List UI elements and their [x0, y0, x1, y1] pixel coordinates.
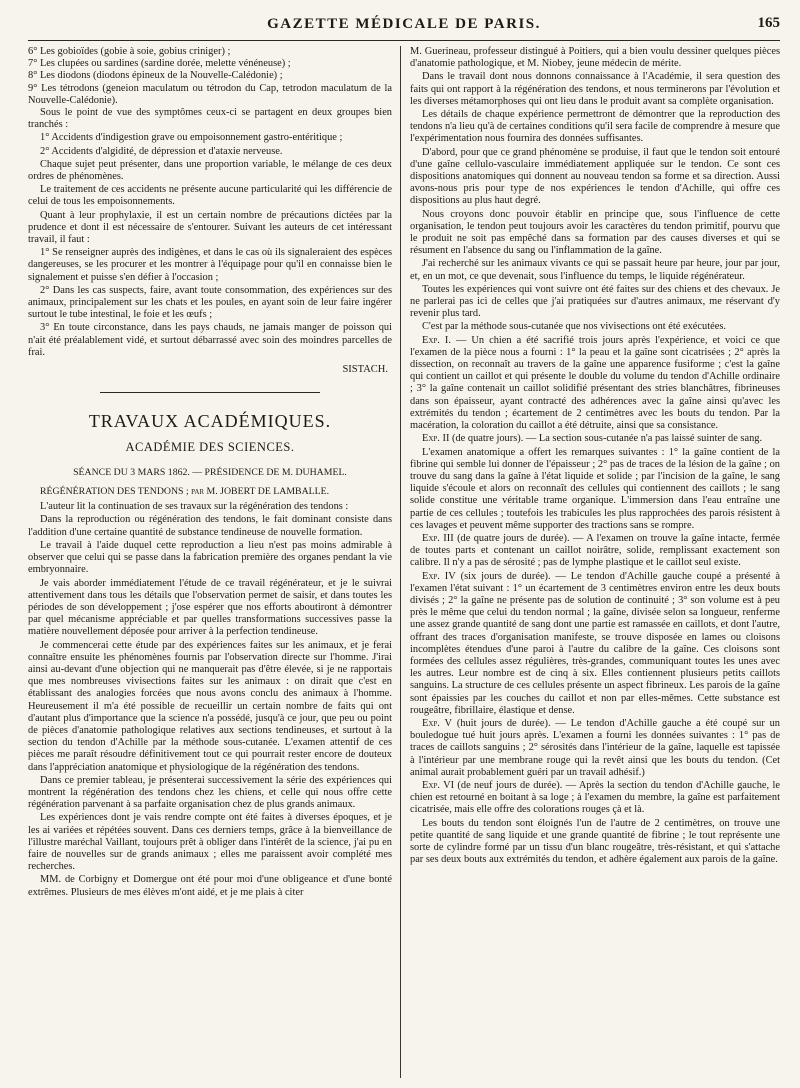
paragraph: 1° Se renseigner auprès des indigènes, et dans le cas où ils signaleraient des espèces dangereuses, se les procurer et les montrer à l'équipage pour qu'il en connaisse bien le signalement et puisse s'en défier à l'occasion ; [28, 247, 392, 283]
paragraph: Chaque sujet peut présenter, dans une proportion variable, le mélange de ces deux ordres de phénomènes. [28, 158, 392, 183]
experiment-label: Exp. I. [422, 334, 451, 346]
page-number: 165 [757, 15, 780, 31]
paragraph: Le traitement de ces accidents ne présente aucune particularité qui les différencie de celui de tous les empoisonnements. [28, 184, 392, 208]
experiment-text: Les bouts du tendon sont éloignés l'un de l'autre de 2 centimètres, on trouve une petite quantité de sang liquide et une grande quantité de fibrine ; le tout représente une sorte de cylindre formé par un tissu d'un blanc rougeâtre, très-résistant, et qui s'attache par ses deux bouts aux extrémités du tendon, et adhère également aux parois de la gaîne. [410, 817, 780, 866]
paragraph: Toutes les expériences qui vont suivre ont été faites sur des chiens et des chevaux. Je ne parlerai pas ici de celles que j'ai pratiquées sur d'autres animaux, me réservant d'y revenir plus tard. [410, 283, 780, 320]
experiment-text: L'examen anatomique a offert les remarques suivantes : 1° la gaîne contient de la fibrine qui semble lui donner de l'épaisseur ; 2° pas de traces de la lésion de la gaîne ; on trouve du sang dans la gaîne à l'état liquide et solide ; par l'incision de la gaîne, le sang liquide s'écoule et alors on reconnaît des cellules qui contiennent des caillots ; le sang solide constitue une véritable trame organique. L'immersion dans l'eau entraîne une partie de ces cellules ; toutefois les trabicules les plus rapprochées des parois résistent à ces lavages et peuvent même supporter des tractions sans se rompre. [410, 446, 780, 531]
paragraph: D'abord, pour que ce grand phénomène se produise, il faut que le tendon soit entouré d'une gaîne cellulo-vasculaire immédiatement appliquée sur le tendon. Ce sont ces dispositions anatomiques qui donnent au nouveau tendon sa forme et sa direction. Aussi avons-nous pris pour type de nos expériences le tendon d'Achille, qui offre ces dispositions au plus haut degré. [410, 146, 780, 207]
experiment-label: Exp. IV [422, 570, 456, 582]
symptom-group: 2° Accidents d'algidité, de dépression et d'ataxie nerveuse. [40, 145, 283, 157]
paragraph: Quant à leur prophylaxie, il est un certain nombre de précautions dictées par la prudence et dont il est nécessaire de s'entourer. Suivant les auteurs de cet intéressant travail, il faut : [28, 209, 392, 246]
experiment-paragraph [410, 571, 780, 717]
experiment-text: (de neuf jours de durée). — Après la section du tendon d'Achille gauche, le chien est retourné en boitant à sa loge ; à l'examen du membre, la gaîne est parfaitement cicatrisée, mais elle offre des colorations rouges çà et là. [410, 779, 780, 816]
experiment-paragraph [410, 533, 780, 570]
paragraph: Les détails de chaque expérience permettront de démontrer que la reproduction des tendons n'a lieu qu'à de certaines conditions qu'il sera facile de comprendre à mesure que l'expérimentation nous fournira des données suffisantes. [410, 109, 780, 145]
paragraph: M. Guerineau, professeur distingué à Poitiers, qui a bien voulu dessiner quelques pièces d'anatomie pathologique, et M. Niobey, jeune médecin de mérite. [410, 46, 780, 70]
fish-list-item: 7° Les clupées ou sardines (sardine dorée, melette vénéneuse) ; [28, 58, 291, 70]
experiment-text: (six jours de durée). — Le tendon d'Achille gauche coupé a présenté à l'examen l'état suivant : 1° un écartement de 3 centimètres environ entre les deux bouts divisés ; 2° la gaîne ne présente pas de solution de continuité ; 3° son volume est à peu près le même que celui du tendon normal ; la gaîne, divisée selon sa longueur, renferme une assez grande quantité de sang dont une partie est ramassée en caillots, et dont l'autre, offrant des traces d'organisation manifeste, se trouve disposée en lames ou cloisons incomplètes étendues d'une paroi à l'autre du calibre de la gaîne. Ces cloisons sont formées des cellules assez régulières, très-grandes, communiquant toutes les unes avec les autres. Leur nombre est de cinq à six. Elles contiennent plusieurs petits caillots sanguins. La structure de ces cellules présente un aspect fibrineux. Les parois de la gaîne sont épaissies par les couches du caillot et non par elles-mêmes. Cette substance est rougeâtre, fibrillaire, élastique et dense. [410, 570, 780, 716]
experiment-paragraph [410, 718, 780, 779]
experiment-label: Exp. II [422, 433, 450, 445]
experiment-label: Exp. V [422, 717, 453, 729]
paragraph: C'est par la méthode sous-cutanée que nos vivisections ont été exécutées. [422, 321, 726, 333]
paragraph: Sous le point de vue des symptômes ceux-ci se partagent en deux groupes bien tranchés : [28, 107, 392, 131]
fish-list-item: 8° Les diodons (diodons épineux de la Nouvelle-Calédonie) ; [28, 70, 283, 82]
paragraph: 2° Dans les cas suspects, faire, avant toute consommation, des expériences sur des animaux, principalement sur les chats et les poules, en ayant soin de leur faire ingérer surtout le tube intestinal, le foie et les œufs ; [28, 284, 392, 321]
page [28, 14, 780, 1082]
experiment-label: Exp. III [422, 532, 454, 544]
experiment-text: (de quatre jours de durée). — A l'examen on trouve la gaîne intacte, fermée de toutes parts et contenant un caillot noirâtre, solide, remplissant exactement son calibre. Il n'y a pas de sérosité ; pas de lymphe plastique et le caillot seul existe. [410, 532, 780, 569]
experiment-paragraph [410, 433, 780, 445]
right-column [410, 46, 780, 1078]
session-line: SÉANCE DU 3 MARS 1862. — PRÉSIDENCE DE M. DUHAMEL. [73, 467, 347, 479]
paragraph: 3° En toute circonstance, dans les pays chauds, ne jamais manger de poisson qui n'ait été préalablement vidé, et surtout débarrassé avec soin des moindres parcelles de frai. [28, 322, 392, 358]
paragraph: MM. de Corbigny et Domergue ont été pour moi d'une obligeance et d'une bonté extrêmes. Plusieurs de mes élèves m'ont aidé, et je me plais à citer [28, 874, 392, 898]
paragraph: Je vais aborder immédiatement l'étude de ce travail régénérateur, et je le suivrai attentivement dans tous les détails que l'observation permet de saisir, et dans toutes les périodes de son développement ; j'ose espérer que nos efforts aboutiront à démontrer par quel mécanisme appréciable et par quelles transformations successives passe la matière nouvellement déposée pour arriver à la perfection tendineuse. [28, 577, 392, 638]
symptom-group: 1° Accidents d'indigestion grave ou empoisonnement gastro-entéritique ; [40, 132, 343, 144]
experiment-paragraph [410, 818, 780, 867]
fish-list-item: 6° Les gobioïdes (gobie à soie, gobius criniger) ; [28, 46, 231, 57]
fish-list-item: 9° Les tétrodons (geneion maculatum ou tétrodon du Cap, tetrodon maculatum de la Nouvelle-Calédonie). [28, 82, 392, 106]
experiment-paragraph [410, 447, 780, 532]
paragraph: Le travail à l'aide duquel cette reproduction a lieu n'est pas moins admirable à observer que celui qui se passe dans la fabrication première des organes pendant la vie embryonnaire. [28, 539, 392, 576]
paragraph: Dans ce premier tableau, je présenterai successivement la série des expériences qui montrent la régénération des tendons chez les chiens, et celle qui nous offre cette régénération parvenant à sa parfaite organisation chez de plus grands animaux. [28, 774, 392, 811]
section-title: TRAVAUX ACADÉMIQUES. [88, 411, 332, 432]
paragraph: Je commencerai cette étude par des expériences faites sur les animaux, et je ferai connaître ensuite les phénomènes fournis par l'observation directe sur l'homme. J'irai ainsi au-devant d'une objection qui ne manquerait pas d'être élevée, si je ne rapportais que mes nombreuses vivisections faites sur les animaux : on dirait que c'est en établissant des analogies forcées que nous avons conclu des animaux à l'homme. Heureusement il m'a été possible de recueillir un certain nombre de faits qui ont d'autant plus d'importance que la science n'a possédé, jusqu'à ce jour, que peu ou point de pièces d'anatomie pathologique relatives aux sections tendineuses, et surtout à la section du tendon d'Achille par la méthode sous-cutanée. L'examen attentif de ces pièces me paraît résoudre définitivement tout ce qui pourrait rester encore de douteux dans l'appréciation anatomique et physiologique de la régénération des tendons. [28, 639, 392, 773]
experiment-text: (de quatre jours). — La section sous-cutanée n'a pas laissé suinter de sang. [452, 433, 763, 445]
column-rule [400, 46, 401, 1078]
author-signature: SISTACH. [342, 364, 388, 376]
experiment-paragraph [410, 780, 780, 817]
experiment-label: Exp. VI [422, 779, 455, 791]
paragraph: L'auteur lit la continuation de ses travaux sur la régénération des tendons : [40, 501, 349, 513]
section-divider [100, 392, 320, 393]
running-header [28, 14, 780, 41]
experiment-text: — Un chien a été sacrifié trois jours après l'expérience, et voici ce que l'examen de la pièce nous a fourni : 1° la peau et la gaîne sont cicatrisées ; 2° après la dissection, on reconnaît au travers de la gaîne une apparence fusiforme ; c'est la gaîne qui contient un caillot et qui présente le double du volume du tendon d'Achille ordinaire ; 3° la gaîne contenait un caillot solidifié présentant des stries blanchâtres, fibrineuses dans son épaisseur, ayant contracté des adhérences avec la gaîne ainsi qu'avec les extrémités du tendon ; écartement de 2 centimètres avec les bouts du tendon. Par la macération, la coloration du caillot a été détruite, ainsi que sa consistance. [410, 334, 780, 432]
experiment-paragraph [410, 335, 780, 433]
paragraph: Les expériences dont je vais rendre compte ont été faites à diverses époques, et je les ai variées et répétées souvent. Dans ces derniers temps, grâce à la bienveillance de l'illustre maréchal Vaillant, toujours prêt à obliger dans l'intérêt de la science, j'ai pu en faire de nouvelles sur de grands animaux ; elles me paraissent avoir complété mes recherches. [28, 812, 392, 873]
paragraph: Dans le travail dont nous donnons connaissance à l'Académie, il sera question des faits qui ont rapport à la régénération des tendons, et nous terminerons par l'évolution et les diverses métamorphoses qui ont lieu dans le produit avant sa complète organisation. [410, 71, 780, 107]
paragraph: Nous croyons donc pouvoir établir en principe que, sous l'influence de cette organisation, le tendon peut toujours avoir les caractères du tendon primitif, pourvu que le produit ne soit pas empêché dans sa formation par des causes diverses et qui se résument en l'absence du sang ou l'inflammation de la gaîne. [410, 208, 780, 257]
experiment-text: (huit jours de durée). — Le tendon d'Achille gauche a été coupé sur un bouledogue tué huit jours après. L'examen a fourni les données suivantes : 1° pas de traces de caillots sanguins ; 2° sérosités dans l'intérieur de la gaîne, laquelle est tapissée à l'intérieur par une membrane rouge qui la revêt ainsi que les bouts du tendon. (Cet animal aurait probablement guéri par un travail adhésif.) [410, 717, 780, 778]
left-column [28, 46, 392, 1078]
paragraph: Dans la reproduction ou régénération des tendons, le fait dominant consiste dans l'addition d'une certaine quantité de substance tendineuse de nouvelle formation. [28, 514, 392, 538]
academy-heading: ACADÉMIE DES SCIENCES. [125, 440, 295, 455]
columns [28, 46, 780, 1078]
journal-title: GAZETTE MÉDICALE DE PARIS. [267, 16, 541, 32]
article-title: RÉGÉNÉRATION DES TENDONS ; par M. JOBERT DE LAMBALLE. [40, 486, 330, 498]
paragraph: J'ai recherché sur les animaux vivants ce qui se passait heure par heure, jour par jour, et, en un mot, ce que devenait, sous l'influence du temps, le liquide régénérateur. [410, 258, 780, 282]
